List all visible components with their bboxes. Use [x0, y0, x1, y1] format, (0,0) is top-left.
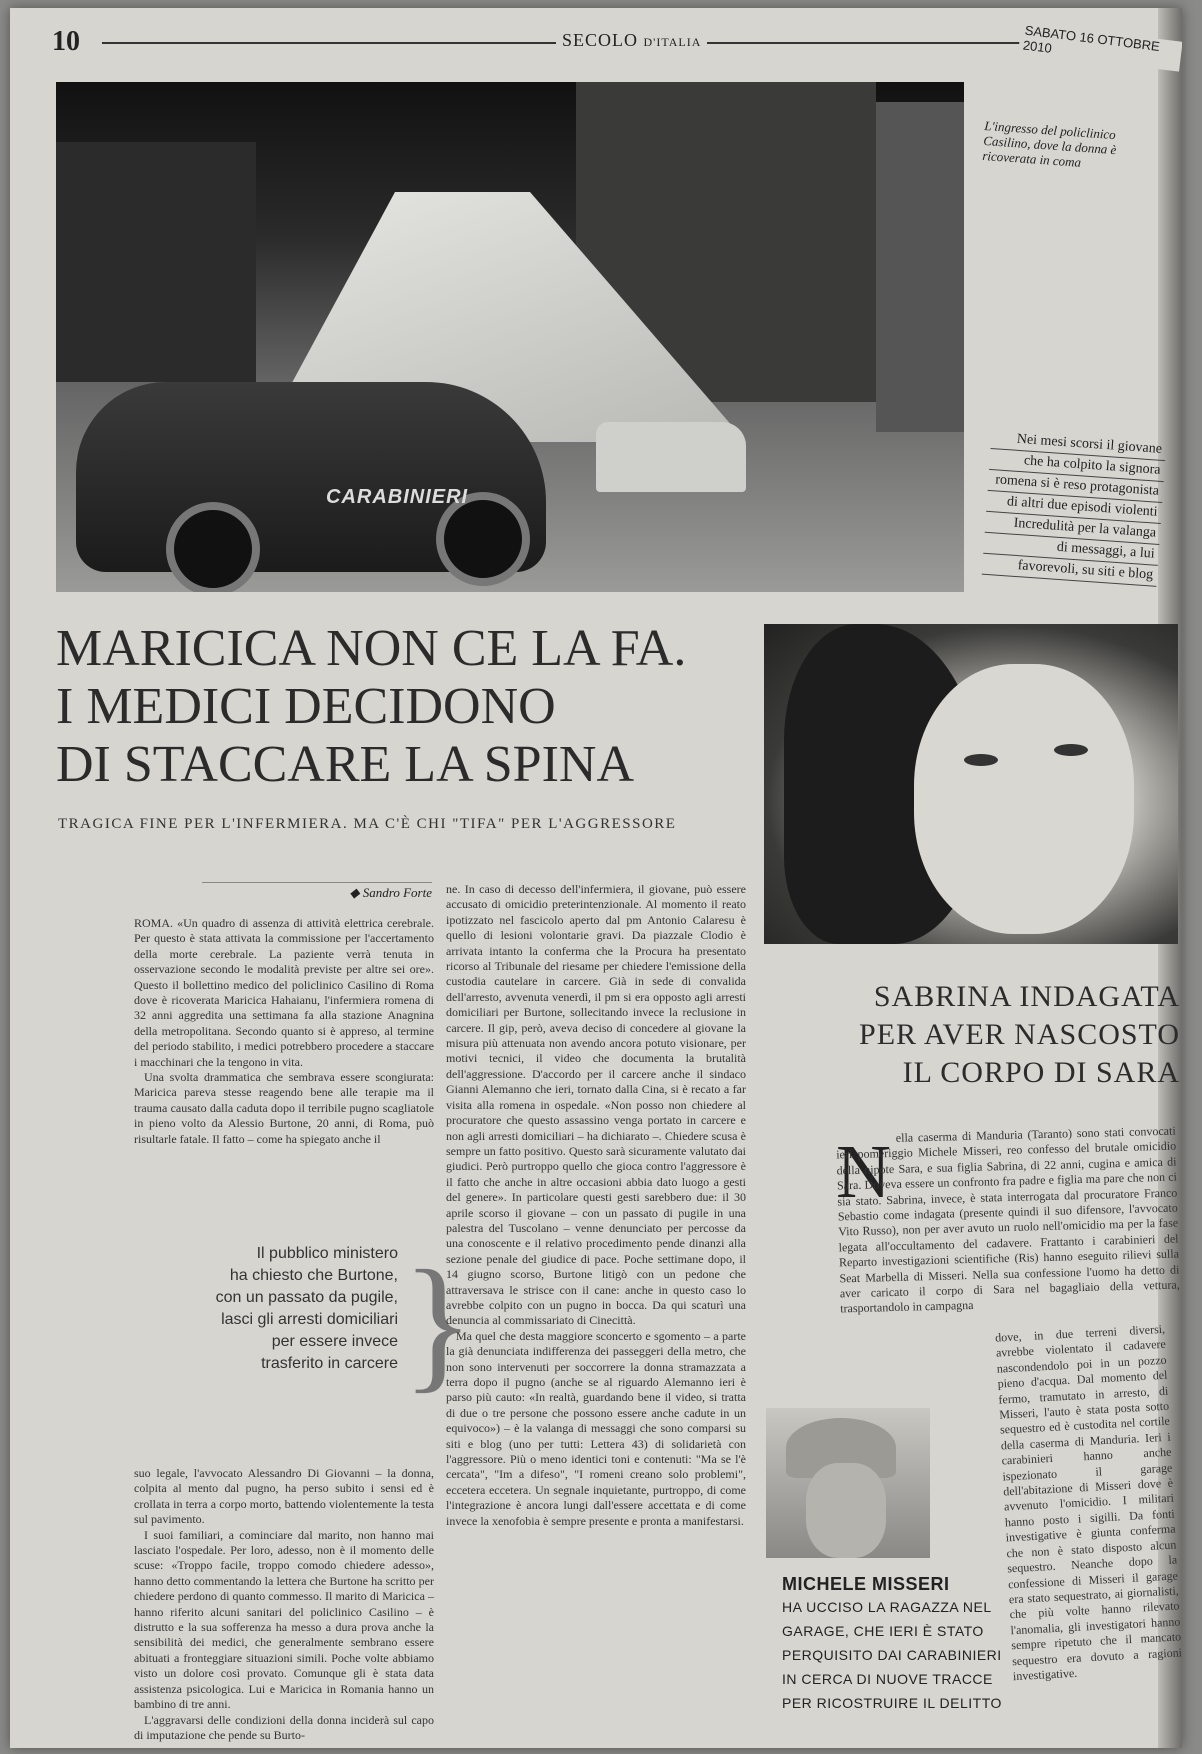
issue-date: SABATO 16 OTTOBRE 2010 — [1018, 22, 1182, 72]
page-number: 10 — [52, 26, 80, 57]
paragraph: dove, in due terreni diversi, avrebbe violentato il cadavere nascondendolo poi in un pozzo pieno d'acqua. Dal momento del fermo, tramutato in arresto, di Misseri, l'auto è stata posta sotto sequestro ed è custodita nel cortile della caserma di Manduria. Ieri i carabinieri hanno anche ispezionato il garage dell'abitazione di Misseri dove è avvenuto l'omicidio. I militari hanno posto i sigilli. Da fonti investigative è giunta conferma che non è stato disposto alcun sequestro. Neanche dopo la confessione di Misseri il garage era stato sequestrato, ai giornalisti, che più volte hanno rilevato l'anomalia, gli investigatori hanno sempre ripetuto che il mancato sequestro era dovuto a ragioni investigative. — [994, 1321, 1182, 1684]
man-portrait-photo — [766, 1408, 930, 1558]
pull-box-line: favorevoli, su siti e blog — [982, 554, 1158, 587]
quote-brace-icon: } — [402, 1240, 474, 1406]
paragraph: ella caserma di Manduria (Taranto) sono stati convocati ieri pomeriggio Michele Misseri, reo confesso del brutale omicidio della nipote Sara, e sua figlia Sabrina, di 22 anni, cugina e amica di Sara. Doveva essere un confronto fra padre e figlia ma pare che non ci sia stato. Sabrina, invece, è stata interrogata dal procuratore Franco Sebastio come indagata (presente quindi il suo difensore, l'avvocato Vito Russo), non per aver avuto un ruolo nell'omicidio ma per la fase legata all'occultamento del cadavere. Frattanto i carabinieri del Reparto investigazioni scientifiche (Ris) hanno eseguito rilievi sulla Seat Marbella di Misseri. Nella sua confessione l'uomo ha detto di aver caricato il corpo di Sara nel bagagliaio della vettura, trasportandolo in campagna — [836, 1123, 1180, 1316]
headline-line: IL CORPO DI SARA — [902, 1056, 1180, 1089]
face-shape — [806, 1463, 886, 1558]
newspaper-page — [10, 8, 1182, 1748]
pull-box-line: di altri due episodi violenti — [986, 491, 1162, 524]
article-column — [995, 1322, 1182, 1685]
quote-line: trasferito in carcere — [261, 1355, 398, 1372]
headline-line: DI STACCARE LA SPINA — [56, 736, 635, 793]
car-label: CARABINIERI — [326, 486, 469, 508]
quote-line: per essere invece — [271, 1333, 398, 1350]
pull-box-line: di messaggi, a lui — [983, 533, 1159, 566]
main-headline — [56, 620, 746, 794]
pull-quote — [170, 1243, 398, 1375]
pull-box — [982, 428, 1167, 587]
newspaper-title: SECOLO — [562, 30, 639, 50]
newspaper-suffix: D'ITALIA — [643, 35, 702, 49]
byline: ◆ Sandro Forte — [202, 882, 432, 901]
quote-line: Il pubblico ministero — [256, 1245, 398, 1262]
pull-box-line: che ha colpito la signora — [989, 449, 1165, 482]
paragraph: ROMA. «Un quadro di assenza di attività elettrica cerebrale. Per questo è stata attivata la commissione per l'accertamento della morte cerebrale. La paziente verrà tenuta in osservazione secondo le modalità previste per altre sei ore». Questo il bollettino medico del policlinico Casilino di Roma dove è ricoverata Maricica Hahaianu, l'infermiera romena di 32 anni aggredita una settimana fa alla stazione Anagnina della metropolitana. Secondo quanto si è appreso, al termine del periodo stabilito, i medici potrebbero procedere a staccare i macchinari che la tengono in vita. — [134, 916, 434, 1069]
pull-box-line: romena si è reso protagonista — [988, 470, 1164, 503]
paragraph: L'aggravarsi delle condizioni della donna inciderà sul capo di imputazione che pende su Burto- — [134, 1712, 434, 1742]
subheadline: TRAGICA FINE PER L'INFERMIERA. MA C'È CHI "TIFA" PER L'AGGRESSORE — [58, 816, 677, 832]
pull-box-line: Nei mesi scorsi il giovane — [991, 428, 1167, 461]
paragraph: ne. In caso di decesso dell'infermiera, il giovane, può essere accusato di omicidio preterintenzionale. Al momento il reato ipotizzato nel fascicolo aperto dal pm Antonio Calaresu è quello di lesioni volontarie gravi. Da piazzale Clodio è arrivata intanto la conferma che la Procura ha presentato ricorso al Tribunale del riesame per chiedere l'emissione della custodia cautelare in carcere. Già in sede di convalida dell'arresto, avvenuta venerdì, il pm si era opposto agli arresti domiciliari per Burtone, sollecitando invece la reclusione in carcere. Il gip, però, aveva deciso di concedere al giovane la misura più attenuata non avendo ancora potuto visionare, per motivi tecnici, il video che documenta la brutalità dell'aggressione. D'accordo per il carcere anche il sindaco Gianni Alemanno che ieri, tornato dalla Cina, si è recato a far visita alla romena in ospedale. «Non posso non chiedere al procuratore che questo assassino venga portato in carcere e non agli arresti domiciliari – ha dichiarato –. Chiedere scusa è sempre un fatto positivo. Questo sarà sicuramente valutato dai giudici. Però purtroppo quello che gioca contro l'aggressore è il fatto che anche in altre occasioni abbia dato luogo a gesti del genere». In particolare questi gesti sarebbero due: il 30 aprile scorso il giovane – con un passato di pugile in una palestra del Tuscolano – venne denunciato per percosse da una conoscente e il relativo procedimento pende dinanzi alla sezione penale del giudice di pace. Poche settimane dopo, il 14 giugno scorso, Burtone litigò con un pedone che attraversava le strisce con il cane: anche in questo caso lo avrebbe colpito con un pugno in bocca. Da qui scaturì una denuncia al commissariato di Cinecittà. — [446, 882, 746, 1328]
author-name: Sandro Forte — [362, 885, 432, 900]
quote-line: lasci gli arresti domiciliari — [221, 1311, 398, 1328]
quote-line: ha chiesto che Burtone, — [229, 1267, 398, 1284]
headline-line: MARICICA NON CE LA FA. — [56, 620, 687, 677]
hospital-night-photo — [56, 82, 964, 592]
photo-caption — [782, 1574, 1002, 1715]
article-column — [836, 1124, 1181, 1318]
headline-line: PER AVER NASCOSTO — [859, 1018, 1180, 1051]
drop-cap: N — [836, 1130, 891, 1214]
headline-line: SABRINA INDAGATA — [873, 980, 1180, 1013]
paragraph: Una svolta drammatica che sembrava essere scongiurata: Maricica pareva stesse reagendo bene alle terapie ma il trauma causato dalla caduta dopo il terribile pugno scagliatole in pieno volto da Alessio Burtone, 20 anni, di Roma, può risultarle fatale. Il fatto – come ha spiegato anche il — [134, 1070, 434, 1146]
face-shape — [914, 664, 1134, 934]
paragraph: Ma quel che desta maggiore sconcerto e sgomento – a parte la già denunciata indifferenza dei passeggeri della metro, che non sono intervenuti per soccorrere la donna stramazzata a terra dopo il pugno (anche se al riguardo Alemanno ieri è parso più cauto: «In realtà, guardando bene il video, si tratta di due o tre persone che possono essere anche cadute in un equivoco») – è la valanga di messaggi che sono comparsi su siti e blog (uno per tutti: Lettera 43) di solidarietà con l'aggressore. Più o meno identici toni e contenuti: "Ma se l'è cercata", "Im a difeso", "I romeni creano solo problemi", eccetera eccetera. Un segnale inquietante, purtroppo, di come l'integrazione è ancora lungi dall'essere accettata e di come invece la xenofobia è sempre presente e pronta a manifestarsi. — [446, 1328, 746, 1528]
photo-caption: L'ingresso del policlinico Casilino, dove la donna è ricoverata in coma — [981, 118, 1117, 170]
eye-shape — [1054, 744, 1088, 756]
caption-name: MICHELE MISSERI — [782, 1574, 950, 1594]
van-shape — [596, 422, 746, 492]
woman-portrait-photo — [764, 624, 1178, 944]
eye-shape — [964, 754, 998, 766]
caption-description: HA UCCISO LA RAGAZZA NEL GARAGE, CHE IERI È STATO PERQUISITO DAI CARABINIERI IN CERCA DI NUOVE TRACCE PER RICOSTRUIRE IL DELITTO — [782, 1599, 1002, 1711]
pull-box-line: Incredulità per la valanga — [985, 512, 1161, 545]
headline-line: I MEDICI DECIDONO — [56, 678, 556, 735]
paragraph: I suoi familiari, a cominciare dal marito, non hanno mai lasciato l'ospedale. Per loro, adesso, non è il momento delle scuse: «Troppo facile, troppo comodo chiedere adesso», hanno detto commentando la lettera che Burtone ha scritto per chiedere perdono di quanto commesso. Il marito di Maricica – hanno riferito alcuni sanitari del policlinico Casilino – è distrutto e la sua sofferenza ha messo a dura prova anche la sensibilità dei medici, che generalmente sembrano essere abituati a fronteggiare situazioni simili. Poche volte abbiamo visto un dolore così provato. Comunque gli è stata data assistenza psicologica. Lui e Maricica in Romania hanno un bambino di tre anni. — [134, 1527, 434, 1712]
quote-line: con un passato da pugile, — [215, 1289, 398, 1306]
article-column — [134, 916, 434, 1147]
side-headline — [800, 978, 1180, 1092]
paragraph: suo legale, l'avvocato Alessandro Di Giovanni – la donna, colpita al mento dal pugno, ha perso subito i sensi ed è crollata in terra a corpo morto, battendo violentemente la testa sul pavimento. — [134, 1466, 434, 1527]
article-column — [134, 1466, 434, 1743]
building-shape — [876, 102, 964, 432]
building-shape — [56, 142, 256, 382]
article-column — [446, 882, 746, 1529]
newspaper-name — [556, 30, 707, 51]
car-wheel — [166, 502, 260, 592]
